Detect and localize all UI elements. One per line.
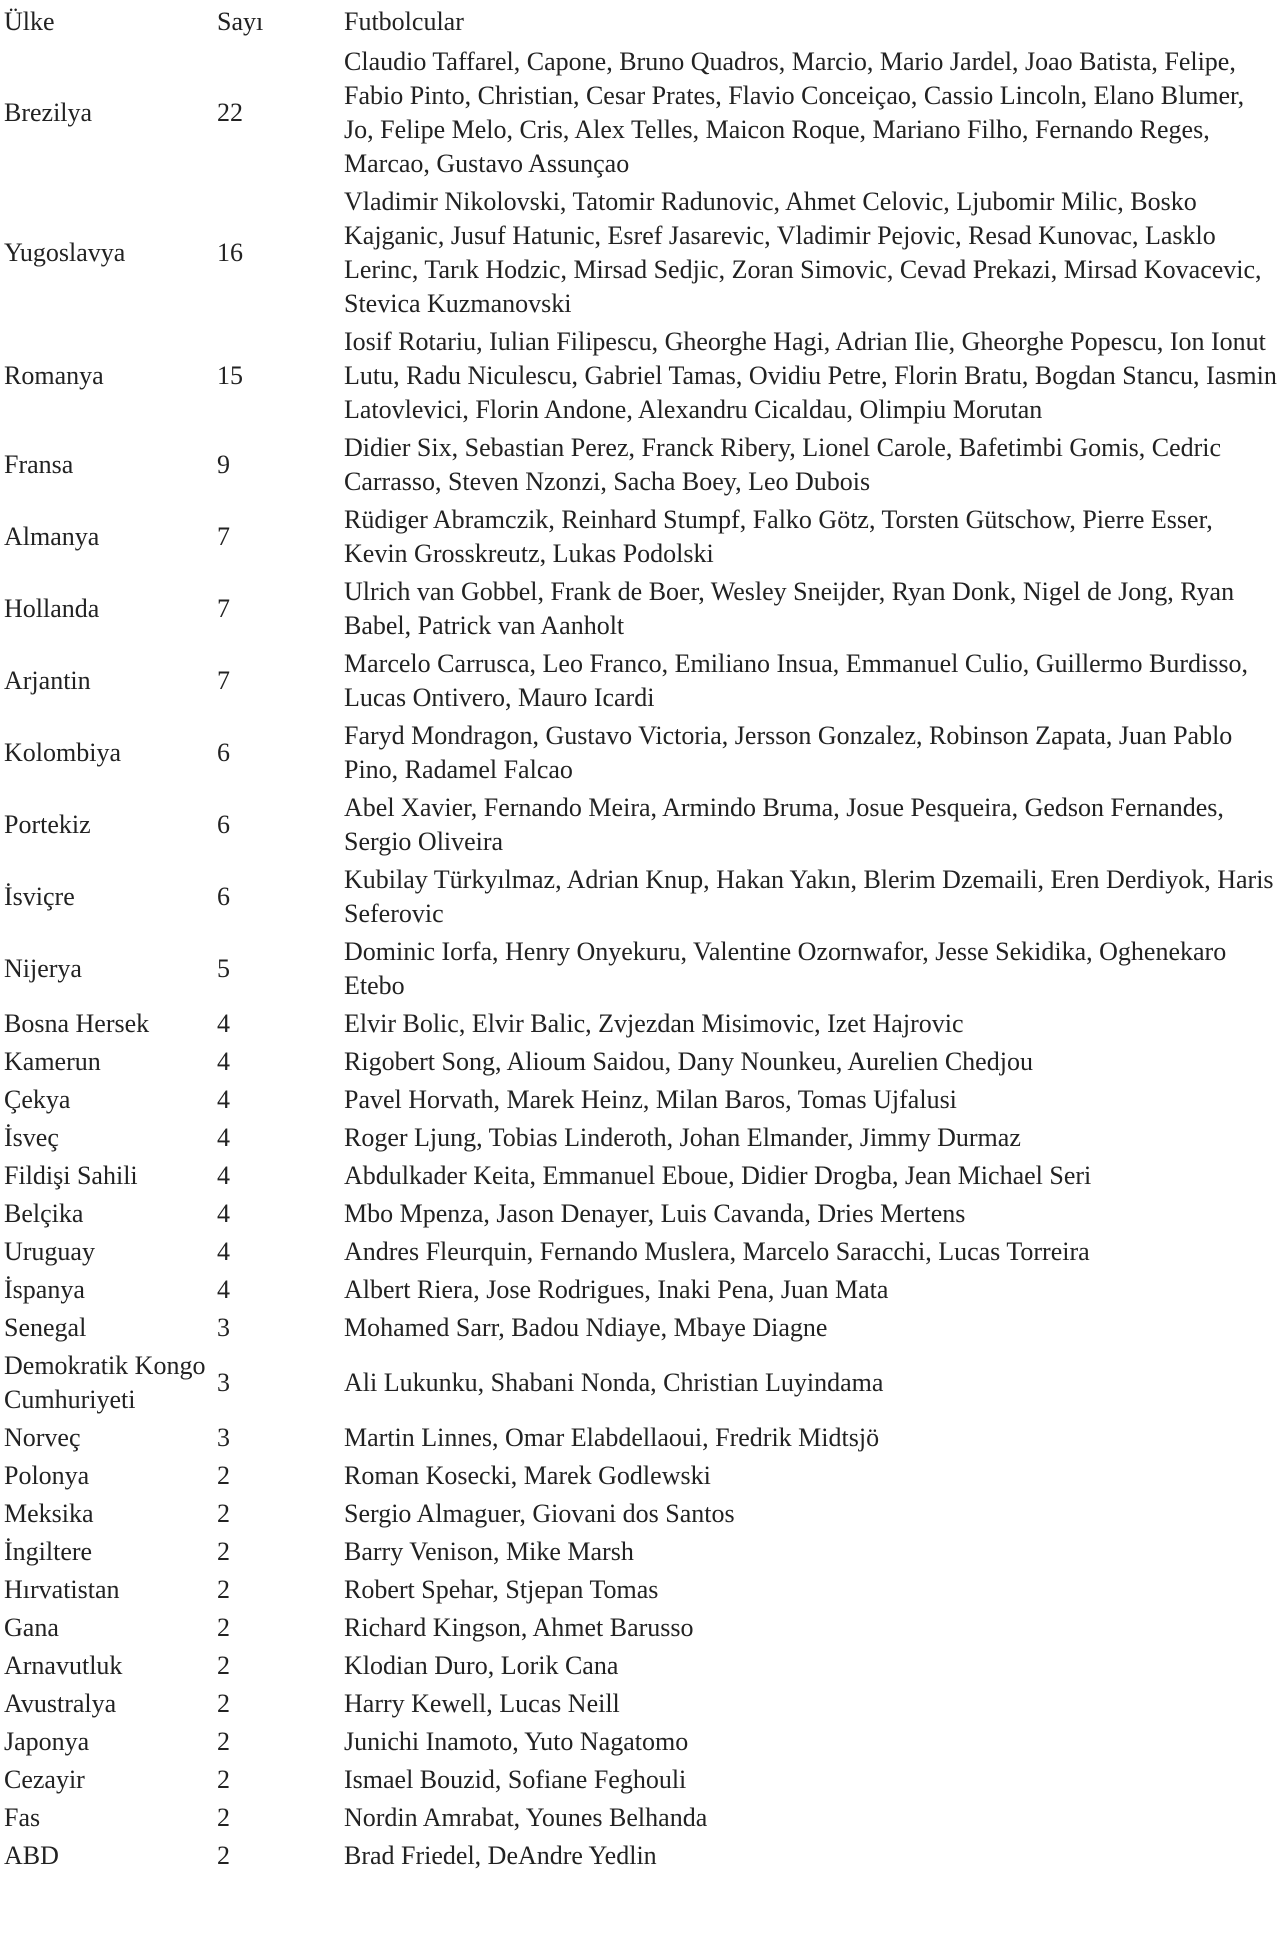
players-cell: Martin Linnes, Omar Elabdellaoui, Fredrik Midtsjö [344, 1423, 880, 1452]
players-cell: Richard Kingson, Ahmet Barusso [344, 1613, 694, 1642]
table-row [4, 1005, 1278, 1043]
country-cell: Demokratik Kongo Cumhuriyeti [4, 1351, 206, 1414]
country-cell: Gana [4, 1613, 59, 1642]
players-cell: Mohamed Sarr, Badou Ndiaye, Mbaye Diagne [344, 1313, 828, 1342]
players-cell: Ali Lukunku, Shabani Nonda, Christian Luyindama [344, 1368, 884, 1397]
table-row [4, 1457, 1278, 1495]
players-cell: Vladimir Nikolovski, Tatomir Radunovic, Ahmet Celovic, Ljubomir Milic, Bosko Kajganic, Jusuf Hatunic, Esref Jasarevic, Vladimir Pejovic, Resad Kunovac, Lasklo Lerinc, Tarık Hodzic, Mirsad Sedjic, Zoran Simovic, Cevad Prekazi, Mirsad Kovacevic, Stevica Kuzmanovski [344, 187, 1262, 318]
players-cell: Brad Friedel, DeAndre Yedlin [344, 1841, 657, 1870]
country-cell: Hollanda [4, 594, 100, 623]
count-cell: 9 [217, 450, 230, 479]
count-cell: 2 [217, 1803, 230, 1832]
count-cell: 4 [217, 1275, 230, 1304]
count-cell: 2 [217, 1727, 230, 1756]
players-table [4, 4, 1278, 1875]
country-cell: Almanya [4, 522, 100, 551]
country-cell: Uruguay [4, 1237, 95, 1266]
header-count: Sayı [217, 7, 264, 36]
table-row [4, 789, 1278, 861]
table-row [4, 1837, 1278, 1875]
country-cell: Norveç [4, 1423, 81, 1452]
country-cell: Kamerun [4, 1047, 101, 1076]
table-row [4, 43, 1278, 183]
country-cell: Portekiz [4, 810, 91, 839]
players-cell: Harry Kewell, Lucas Neill [344, 1689, 620, 1718]
count-cell: 6 [217, 738, 230, 767]
table-row [4, 1495, 1278, 1533]
count-cell: 2 [217, 1841, 230, 1870]
players-cell: Abdulkader Keita, Emmanuel Eboue, Didier Drogba, Jean Michael Seri [344, 1161, 1092, 1190]
country-cell: Çekya [4, 1085, 71, 1114]
players-cell: Robert Spehar, Stjepan Tomas [344, 1575, 659, 1604]
players-cell: Didier Six, Sebastian Perez, Franck Ribery, Lionel Carole, Bafetimbi Gomis, Cedric Carrasso, Steven Nzonzi, Sacha Boey, Leo Dubois [344, 433, 1222, 496]
country-cell: İsviçre [4, 882, 75, 911]
players-cell: Iosif Rotariu, Iulian Filipescu, Gheorghe Hagi, Adrian Ilie, Gheorghe Popescu, Ion Ionut Lutu, Radu Niculescu, Gabriel Tamas, Ovidiu Petre, Florin Bratu, Bogdan Stancu, Iasmin Latovlevici, Florin Andone, Alexandru Cicaldau, Olimpiu Morutan [344, 327, 1277, 424]
country-cell: Meksika [4, 1499, 94, 1528]
table-row [4, 1685, 1278, 1723]
count-cell: 2 [217, 1461, 230, 1490]
table-row [4, 323, 1278, 429]
table-row [4, 501, 1278, 573]
country-cell: Avustralya [4, 1689, 117, 1718]
players-cell: Klodian Duro, Lorik Cana [344, 1651, 619, 1680]
country-cell: Bosna Hersek [4, 1009, 150, 1038]
count-cell: 22 [217, 98, 243, 127]
players-cell: Dominic Iorfa, Henry Onyekuru, Valentine Ozornwafor, Jesse Sekidika, Oghenekaro Etebo [344, 937, 1227, 1000]
country-cell: İspanya [4, 1275, 85, 1304]
table-row [4, 1081, 1278, 1119]
table-row [4, 1043, 1278, 1081]
players-cell: Junichi Inamoto, Yuto Nagatomo [344, 1727, 689, 1756]
count-cell: 6 [217, 810, 230, 839]
count-cell: 4 [217, 1161, 230, 1190]
country-cell: İsveç [4, 1123, 59, 1152]
players-cell: Ulrich van Gobbel, Frank de Boer, Wesley Sneijder, Ryan Donk, Nigel de Jong, Ryan Babel, Patrick van Aanholt [344, 577, 1235, 640]
players-cell: Faryd Mondragon, Gustavo Victoria, Jersson Gonzalez, Robinson Zapata, Juan Pablo Pino, Radamel Falcao [344, 721, 1233, 784]
table-row [4, 429, 1278, 501]
count-cell: 16 [217, 238, 243, 267]
count-cell: 4 [217, 1199, 230, 1228]
country-cell: Yugoslavya [4, 238, 126, 267]
table-row [4, 1119, 1278, 1157]
count-cell: 3 [217, 1313, 230, 1342]
players-cell: Andres Fleurquin, Fernando Muslera, Marcelo Saracchi, Lucas Torreira [344, 1237, 1090, 1266]
country-cell: Cezayir [4, 1765, 85, 1794]
country-cell: Fransa [4, 450, 74, 479]
table-row [4, 1347, 1278, 1419]
count-cell: 7 [217, 522, 230, 551]
table-row [4, 1609, 1278, 1647]
country-cell: Hırvatistan [4, 1575, 120, 1604]
players-cell: Kubilay Türkyılmaz, Adrian Knup, Hakan Yakın, Blerim Dzemaili, Eren Derdiyok, Haris Seferovic [344, 865, 1274, 928]
table-row [4, 861, 1278, 933]
header-country: Ülke [4, 7, 55, 36]
table-row [4, 1195, 1278, 1233]
country-cell: Nijerya [4, 954, 82, 983]
count-cell: 4 [217, 1047, 230, 1076]
table-row [4, 1157, 1278, 1195]
table-row [4, 1419, 1278, 1457]
country-cell: Belçika [4, 1199, 84, 1228]
count-cell: 7 [217, 594, 230, 623]
country-cell: İngiltere [4, 1537, 93, 1566]
country-cell: Fas [4, 1803, 41, 1832]
country-cell: Brezilya [4, 98, 93, 127]
country-cell: Polonya [4, 1461, 90, 1490]
count-cell: 6 [217, 882, 230, 911]
table-row [4, 1799, 1278, 1837]
count-cell: 4 [217, 1085, 230, 1114]
table-row [4, 1533, 1278, 1571]
count-cell: 2 [217, 1765, 230, 1794]
count-cell: 2 [217, 1575, 230, 1604]
country-cell: Fildişi Sahili [4, 1161, 138, 1190]
table-row [4, 573, 1278, 645]
count-cell: 2 [217, 1613, 230, 1642]
count-cell: 2 [217, 1689, 230, 1718]
count-cell: 2 [217, 1499, 230, 1528]
players-cell: Roger Ljung, Tobias Linderoth, Johan Elmander, Jimmy Durmaz [344, 1123, 1021, 1152]
country-cell: Kolombiya [4, 738, 121, 767]
country-cell: Arjantin [4, 666, 91, 695]
players-cell: Elvir Bolic, Elvir Balic, Zvjezdan Misimovic, Izet Hajrovic [344, 1009, 964, 1038]
count-cell: 3 [217, 1368, 230, 1397]
count-cell: 4 [217, 1123, 230, 1152]
table-header [4, 4, 1278, 43]
country-cell: Senegal [4, 1313, 87, 1342]
players-cell: Barry Venison, Mike Marsh [344, 1537, 634, 1566]
players-cell: Albert Riera, Jose Rodrigues, Inaki Pena, Juan Mata [344, 1275, 889, 1304]
players-cell: Ismael Bouzid, Sofiane Feghouli [344, 1765, 687, 1794]
table-row [4, 1647, 1278, 1685]
count-cell: 7 [217, 666, 230, 695]
country-cell: Japonya [4, 1727, 90, 1756]
table-row [4, 1233, 1278, 1271]
players-cell: Nordin Amrabat, Younes Belhanda [344, 1803, 708, 1832]
header-row [4, 4, 1278, 43]
table-body [4, 43, 1278, 1875]
header-players: Futbolcular [344, 7, 464, 36]
table-row [4, 933, 1278, 1005]
table-row [4, 645, 1278, 717]
players-cell: Abel Xavier, Fernando Meira, Armindo Bruma, Josue Pesqueira, Gedson Fernandes, Sergio Oliveira [344, 793, 1224, 856]
players-cell: Mbo Mpenza, Jason Denayer, Luis Cavanda, Dries Mertens [344, 1199, 966, 1228]
table-row [4, 1271, 1278, 1309]
table-row [4, 1571, 1278, 1609]
table-row [4, 717, 1278, 789]
table-row [4, 1723, 1278, 1761]
table-row [4, 1761, 1278, 1799]
players-cell: Claudio Taffarel, Capone, Bruno Quadros, Marcio, Mario Jardel, Joao Batista, Felipe, Fabio Pinto, Christian, Cesar Prates, Flavio Conceiçao, Cassio Lincoln, Elano Blumer, Jo, Felipe Melo, Cris, Alex Telles, Maicon Roque, Mariano Filho, Fernando Reges, Marcao, Gustavo Assunçao [344, 47, 1245, 178]
players-cell: Pavel Horvath, Marek Heinz, Milan Baros, Tomas Ujfalusi [344, 1085, 957, 1114]
count-cell: 4 [217, 1237, 230, 1266]
count-cell: 2 [217, 1537, 230, 1566]
country-cell: ABD [4, 1841, 59, 1870]
players-cell: Rigobert Song, Alioum Saidou, Dany Nounkeu, Aurelien Chedjou [344, 1047, 1033, 1076]
players-cell: Roman Kosecki, Marek Godlewski [344, 1461, 711, 1490]
country-cell: Romanya [4, 361, 104, 390]
count-cell: 5 [217, 954, 230, 983]
count-cell: 2 [217, 1651, 230, 1680]
country-cell: Arnavutluk [4, 1651, 123, 1680]
players-cell: Sergio Almaguer, Giovani dos Santos [344, 1499, 735, 1528]
count-cell: 4 [217, 1009, 230, 1038]
table-row [4, 183, 1278, 323]
count-cell: 3 [217, 1423, 230, 1452]
count-cell: 15 [217, 361, 243, 390]
table-row [4, 1309, 1278, 1347]
players-cell: Rüdiger Abramczik, Reinhard Stumpf, Falko Götz, Torsten Gütschow, Pierre Esser, Kevin Grosskreutz, Lukas Podolski [344, 505, 1213, 568]
players-cell: Marcelo Carrusca, Leo Franco, Emiliano Insua, Emmanuel Culio, Guillermo Burdisso, Lucas Ontivero, Mauro Icardi [344, 649, 1249, 712]
